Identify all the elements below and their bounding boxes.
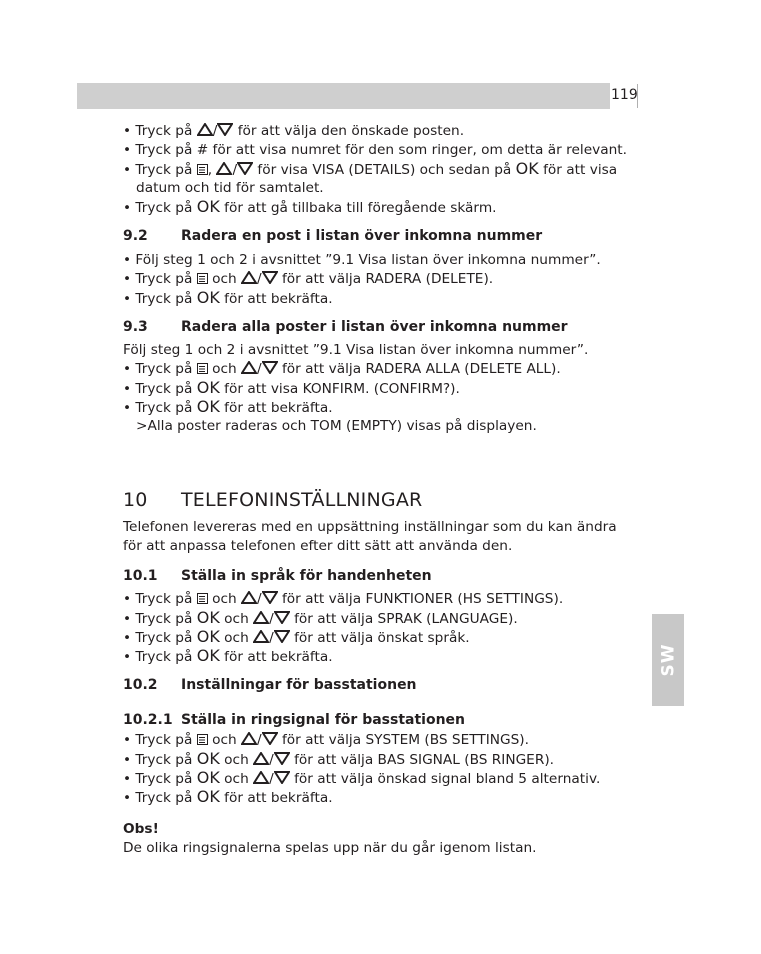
- text-line: • Tryck på OK och / för att välja önskad signal bland 5 alternativ.: [123, 768, 601, 787]
- up-arrow-icon: [241, 591, 257, 604]
- header-bar: [77, 83, 610, 109]
- up-arrow-icon: [241, 732, 257, 745]
- text-line: [123, 379, 460, 398]
- line-text: • Tryck på: [123, 630, 197, 646]
- section-heading: [123, 677, 417, 693]
- line-text: för att välja önskat språk.: [289, 630, 470, 646]
- menu-icon: [197, 164, 208, 175]
- ok-icon: OK: [196, 378, 220, 397]
- up-arrow-icon: [216, 162, 232, 175]
- down-arrow-icon: [262, 732, 278, 745]
- text-line: • Följ steg 1 och 2 i avsnittet ”9.1 Visa listan över inkomna nummer”.: [123, 252, 601, 268]
- ok-icon: OK: [196, 627, 220, 646]
- section-number: 10.2: [123, 677, 158, 693]
- section-heading: [123, 712, 465, 728]
- line-text: för att välja RADERA ALLA (DELETE ALL).: [277, 361, 561, 377]
- line-text: • Tryck på: [123, 732, 197, 748]
- text-line: datum och tid för samtalet.: [136, 180, 324, 196]
- line-text: för att välja SYSTEM (BS SETTINGS).: [277, 732, 529, 748]
- chapter-title: TELEFONINSTÄLLNINGAR: [181, 489, 423, 511]
- line-text: för att visa: [538, 162, 618, 178]
- line-text: för att välja FUNKTIONER (HS SETTINGS).: [277, 591, 564, 607]
- down-arrow-icon: [262, 361, 278, 374]
- line-text: • Tryck på: [123, 291, 197, 307]
- line-text: för visa VISA (DETAILS) och sedan på: [253, 162, 516, 178]
- text-line: • Tryck på och / för att välja FUNKTIONER (HS SETTINGS).: [123, 591, 564, 607]
- menu-icon: [197, 273, 208, 284]
- note-title: Obs!: [123, 821, 159, 837]
- line-text: • Tryck på: [123, 611, 197, 627]
- up-arrow-icon: [253, 771, 269, 784]
- line-text: och: [207, 591, 242, 607]
- text-line: [123, 398, 333, 417]
- line-text: och: [219, 752, 254, 768]
- up-arrow-icon: [253, 752, 269, 765]
- text-line: • Tryck på OK och / för att välja önskat språk.: [123, 627, 470, 646]
- menu-icon: [197, 593, 208, 604]
- chapter-heading: [123, 489, 422, 511]
- section-number: 9.2: [123, 228, 148, 244]
- section-title: Ställa in ringsignal för basstationen: [181, 712, 466, 728]
- line-text: för att bekräfta.: [219, 790, 333, 806]
- up-arrow-icon: [253, 611, 269, 624]
- section-title: Ställa in språk för handenheten: [181, 568, 432, 584]
- ok-icon: OK: [196, 397, 220, 416]
- ok-icon: OK: [196, 749, 220, 768]
- text-line: • Tryck på OK och / för att välja BAS SIGNAL (BS RINGER).: [123, 749, 555, 768]
- line-text: • Tryck på: [123, 400, 197, 416]
- line-text: för att välja BAS SIGNAL (BS RINGER).: [289, 752, 555, 768]
- text-line: • Tryck på och / för att välja RADERA (DELETE).: [123, 271, 494, 287]
- section-title: Inställningar för basstationen: [181, 677, 417, 693]
- line-text: och: [219, 611, 254, 627]
- text-line: Följ steg 1 och 2 i avsnittet ”9.1 Visa listan över inkomna nummer”.: [123, 342, 589, 358]
- down-arrow-icon: [274, 771, 290, 784]
- line-text: • Tryck på: [123, 123, 197, 139]
- text-line: • Tryck på / för att välja den önskade posten.: [123, 123, 465, 139]
- line-text: • Tryck på: [123, 790, 197, 806]
- line-text: • Tryck på: [123, 271, 197, 287]
- line-text: och: [219, 630, 254, 646]
- section-number: 9.3: [123, 319, 148, 335]
- down-arrow-icon: [274, 752, 290, 765]
- line-text: • Tryck på: [123, 649, 197, 665]
- section-heading: [123, 228, 542, 244]
- section-number: 10.1: [123, 568, 158, 584]
- text-line: [123, 289, 333, 308]
- text-line: • Tryck på OK och / för att välja SPRAK (LANGUAGE).: [123, 608, 518, 627]
- line-text: och: [207, 732, 242, 748]
- text-line: Telefonen levereras med en uppsättning inställningar som du kan ändra: [123, 519, 617, 535]
- line-text: och: [207, 271, 242, 287]
- menu-icon: [197, 734, 208, 745]
- language-tab-label: SW: [658, 643, 678, 677]
- language-tab: [652, 614, 684, 706]
- line-text: för att visa KONFIRM. (CONFIRM?).: [219, 381, 460, 397]
- up-arrow-icon: [241, 361, 257, 374]
- text-line: • Tryck på och / för att välja RADERA ALLA (DELETE ALL).: [123, 361, 561, 377]
- down-arrow-icon: [217, 123, 233, 136]
- section-heading: [123, 319, 568, 335]
- line-text: • Tryck på: [123, 162, 197, 178]
- section-title: Radera alla poster i listan över inkomna nummer: [181, 319, 568, 335]
- text-line: för att anpassa telefonen efter ditt sätt att använda den.: [123, 538, 513, 554]
- line-text: • Tryck på: [123, 591, 197, 607]
- line-text: och: [207, 361, 242, 377]
- line-text: ,: [207, 162, 217, 178]
- line-text: för att bekräfta.: [219, 400, 333, 416]
- down-arrow-icon: [262, 271, 278, 284]
- down-arrow-icon: [274, 630, 290, 643]
- down-arrow-icon: [262, 591, 278, 604]
- line-text: för att bekräfta.: [219, 649, 333, 665]
- text-line: • Tryck på # för att visa numret för den som ringer, om detta är relevant.: [123, 142, 628, 158]
- ok-icon: OK: [515, 159, 539, 178]
- note-text: De olika ringsignalerna spelas upp när du går igenom listan.: [123, 840, 537, 856]
- up-arrow-icon: [197, 123, 213, 136]
- text-line: [123, 647, 333, 666]
- line-text: för att gå tillbaka till föregående skärm.: [219, 200, 497, 216]
- text-line: [123, 788, 333, 807]
- line-text: för att välja den önskade posten.: [233, 123, 465, 139]
- line-text: • Tryck på: [123, 200, 197, 216]
- line-text: • Tryck på: [123, 771, 197, 787]
- text-line: [123, 198, 497, 217]
- text-line: • Tryck på och / för att välja SYSTEM (BS SETTINGS).: [123, 732, 529, 748]
- ok-icon: OK: [196, 288, 220, 307]
- ok-icon: OK: [196, 608, 220, 627]
- line-text: för att bekräfta.: [219, 291, 333, 307]
- section-heading: [123, 568, 432, 584]
- down-arrow-icon: [237, 162, 253, 175]
- text-line: >Alla poster raderas och TOM (EMPTY) visas på displayen.: [136, 418, 537, 434]
- up-arrow-icon: [241, 271, 257, 284]
- ok-icon: OK: [196, 787, 220, 806]
- line-text: för att välja RADERA (DELETE).: [277, 271, 494, 287]
- line-text: • Tryck på: [123, 752, 197, 768]
- ok-icon: OK: [196, 197, 220, 216]
- line-text: och: [219, 771, 254, 787]
- section-number: 10.2.1: [123, 712, 173, 728]
- text-line: • Tryck på , / för visa VISA (DETAILS) och sedan på OK för att visa: [123, 159, 618, 178]
- line-text: • Tryck på: [123, 361, 197, 377]
- menu-icon: [197, 363, 208, 374]
- line-text: för att välja SPRAK (LANGUAGE).: [289, 611, 518, 627]
- line-text: • Tryck på: [123, 381, 197, 397]
- ok-icon: OK: [196, 768, 220, 787]
- line-text: för att välja önskad signal bland 5 alternativ.: [289, 771, 601, 787]
- ok-icon: OK: [196, 646, 220, 665]
- page-number: 119: [611, 87, 638, 103]
- up-arrow-icon: [253, 630, 269, 643]
- chapter-number: 10: [123, 489, 148, 511]
- down-arrow-icon: [274, 611, 290, 624]
- section-title: Radera en post i listan över inkomna nummer: [181, 228, 543, 244]
